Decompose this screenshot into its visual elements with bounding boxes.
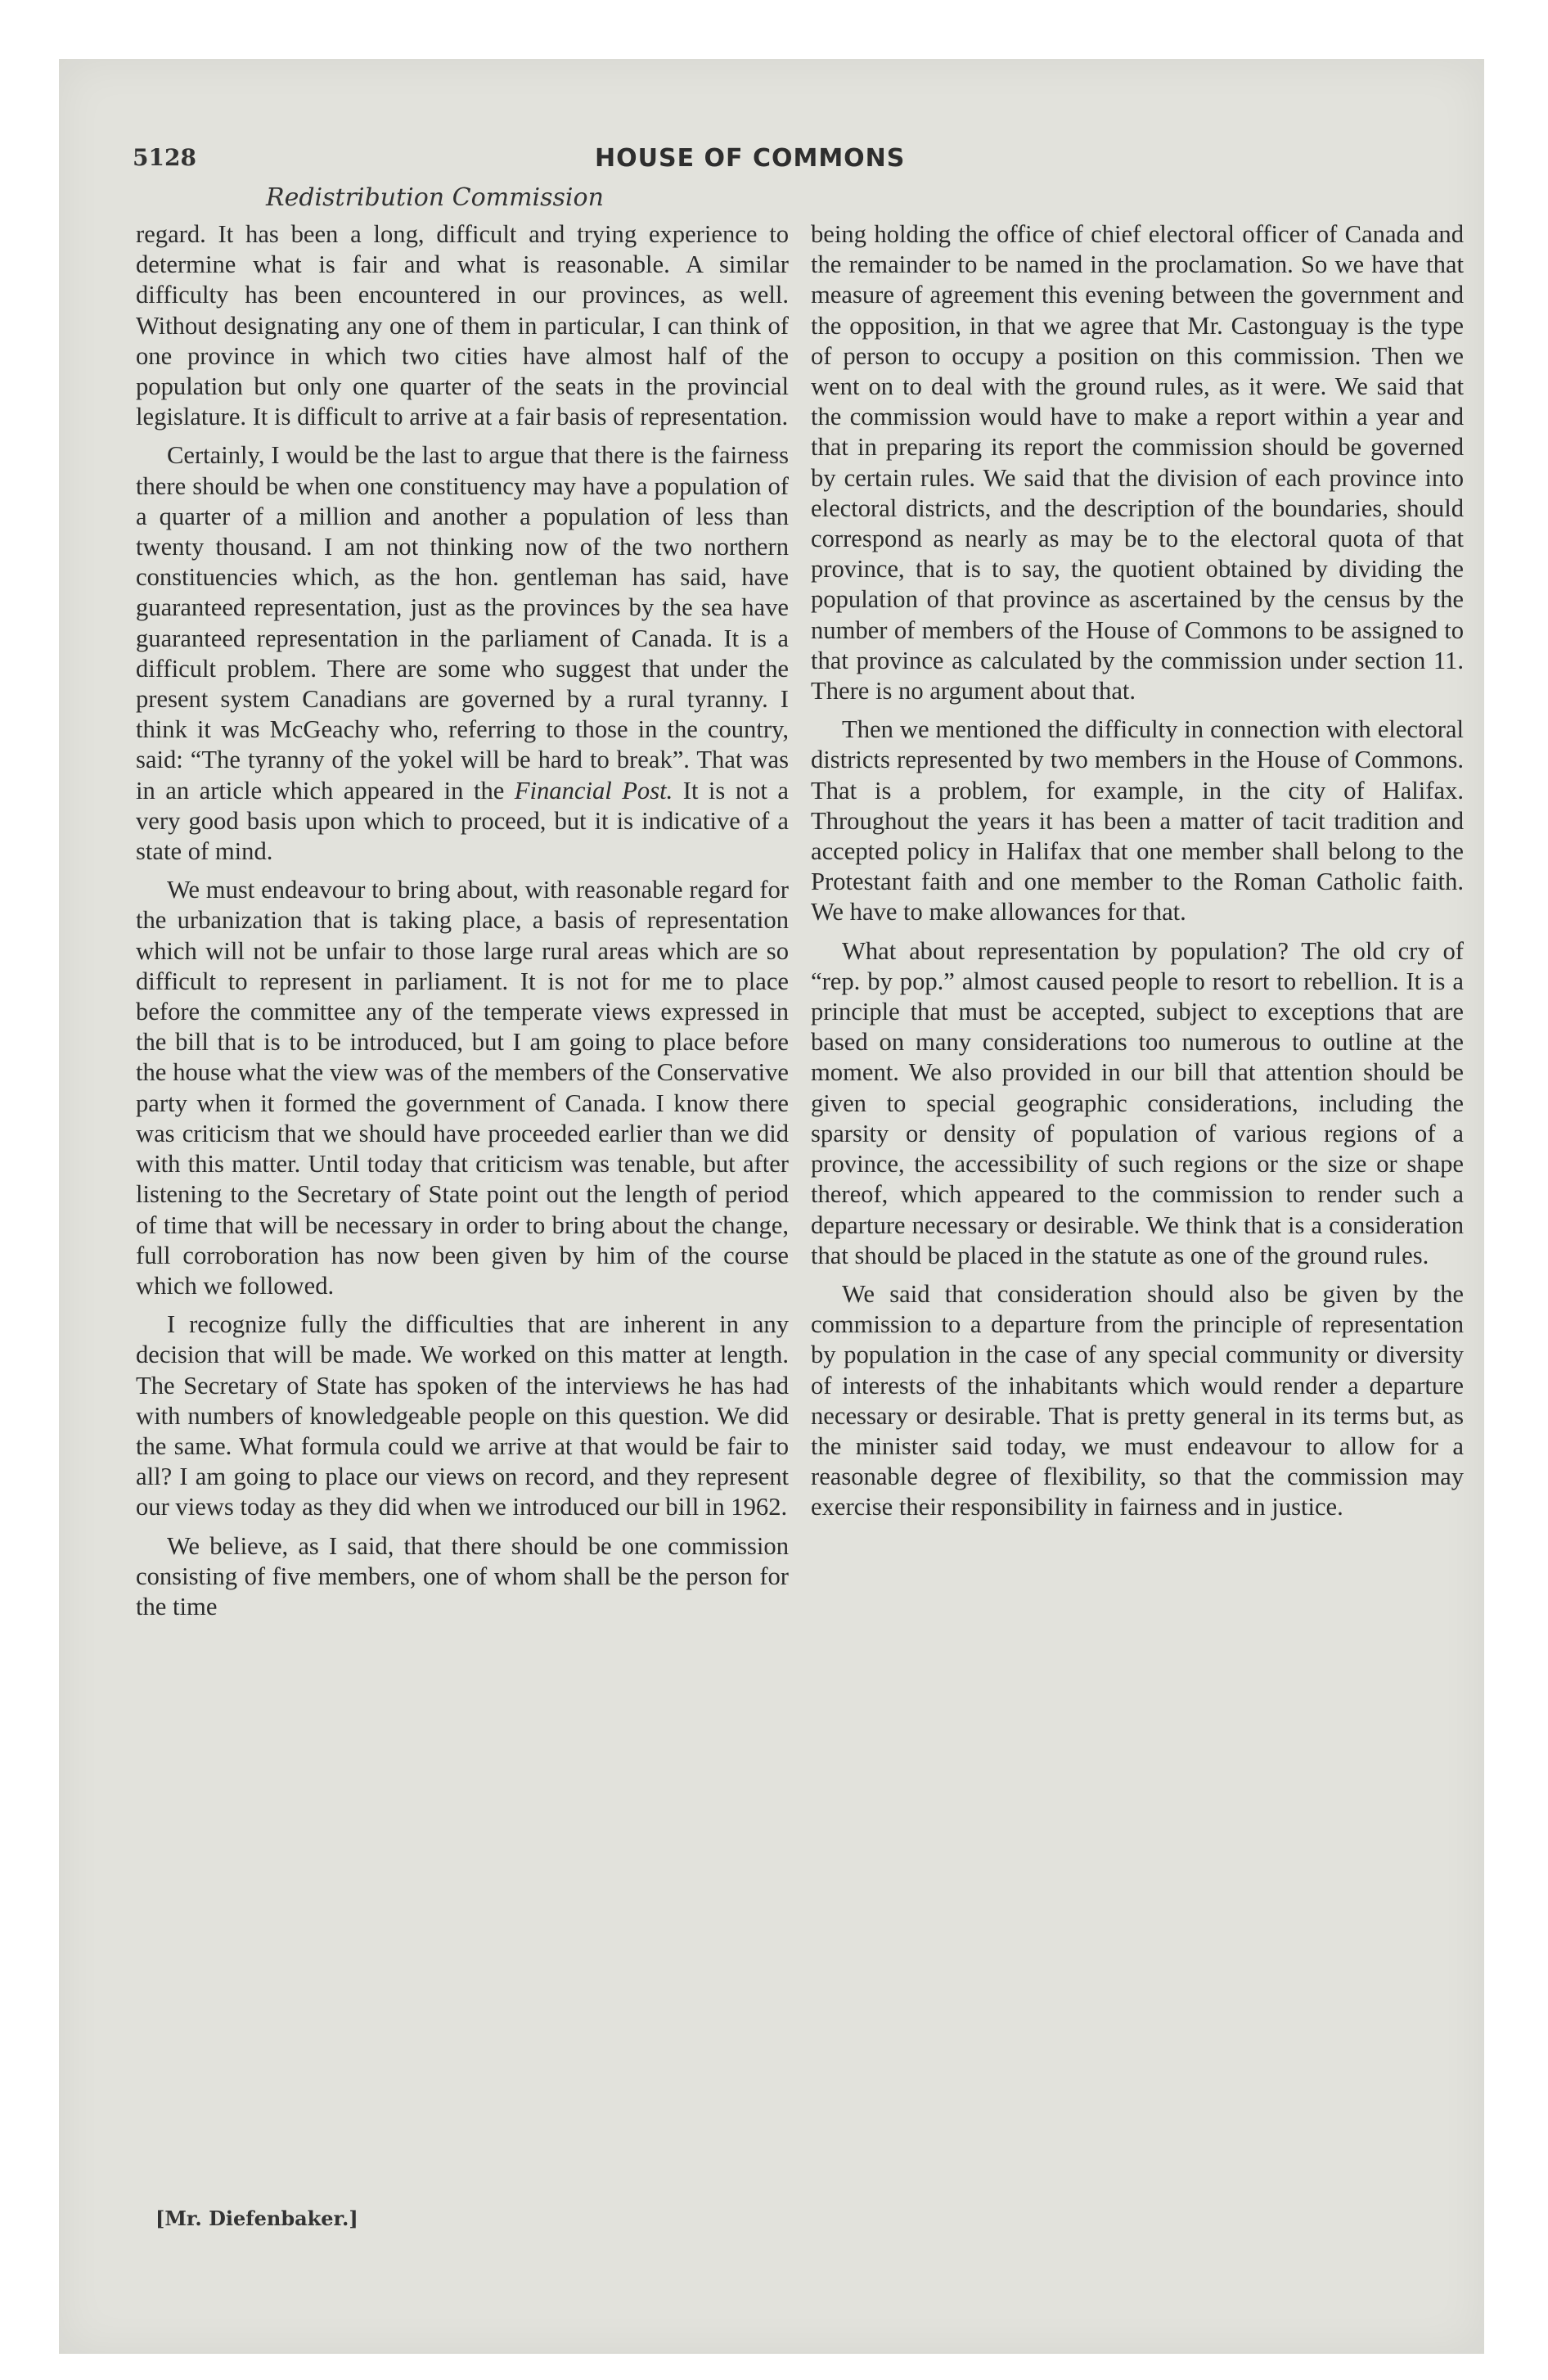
page-number: 5128: [133, 144, 196, 171]
paragraph: We believe, as I said, that there should be one commission consisting of five members, one of whom shall be the person for the time: [136, 1531, 789, 1620]
paragraph: We must endeavour to bring about, with reasonable regard for the urbanization that is taking place, a basis of representation which will not be unfair to those large rural areas which are so difficult to represent in parliament. It is not for me to place before the committee any of the temperate views expressed in the bill that is to be introduced, but I am going to place before the house what the view was of the members of the Conservative party when it formed the government of Canada. I know there was criticism that we should have proceeded earlier than we did with this matter. Until today that criticism was tenable, but after listening to the Secretary of State point out the length of period of time that will be necessary in order to bring about the change, full corroboration has now been given by him of the course which we followed.: [136, 876, 789, 1300]
paragraph: regard. It has been a long, difficult and trying experience to determine what is fair and what is reasonable. A similar difficulty has been encountered in our provinces, as well. Without designating any one of them in particular, I can think of one province in which two cities have almost half of the population but only one quarter of the seats in the provincial legislature. It is difficult to arrive at a fair basis of representation.: [136, 220, 789, 431]
page-header: [133, 144, 1479, 177]
section-title: Redistribution Commission: [266, 183, 604, 212]
left-column: [136, 219, 789, 1630]
speaker-tag: [Mr. Diefenbaker.]: [155, 2206, 358, 2230]
running-head: HOUSE OF COMMONS: [595, 144, 906, 173]
paragraph: I recognize fully the difficulties that are inherent in any decision that will be made. We worked on this matter at length. The Secretary of State has spoken of the interviews he has had with numbers of knowledgeable people on this question. We did the same. What formula could we arrive at that would be fair to all? I am going to place our views on record, and they represent our views today as they did when we introduced our bill in 1962.: [136, 1310, 789, 1521]
paragraph-text: Certainly, I would be the last to argue that there is the fairness there should be when one constituency may have a population of a quarter of a million and another a population of less than twenty thousand. I am not thinking now of the two northern constituencies which, as the hon. gentleman has said, have guaranteed representation, just as the provinces by the sea have guaranteed representation in the parliament of Canada. It is a difficult problem. There are some who suggest that under the present system Canadians are governed by a rural tyranny. I think it was McGeachy who, referring to those in the country, said: “The tyranny of the yokel will be hard to break”. That was in an article which appeared in the: [136, 441, 789, 805]
right-column: [811, 219, 1464, 1531]
paragraph: We said that consideration should also be given by the commission to a departure from the principle of representation by population in the case of any special community or diversity of interests of the inhabitants which would render a departure necessary or desirable. That is pretty general in its terms but, as the minister said today, we must endeavour to allow for a reasonable degree of flexibility, so that the commission may exercise their responsibility in fairness and in justice.: [811, 1279, 1464, 1521]
paragraph: Then we mentioned the difficulty in connection with electoral districts represented by two members in the House of Commons. That is a problem, for example, in the city of Halifax. Throughout the years it has been a matter of tacit tradition and accepted policy in Halifax that one member shall belong to the Protestant faith and one member to the Roman Catholic faith. We have to make allowances for that.: [811, 715, 1464, 926]
publication-title: Financial Post.: [514, 776, 673, 805]
paragraph: being holding the office of chief electoral officer of Canada and the remainder to be named in the proclamation. So we have that measure of agreement this evening between the government and the opposition, in that we agree that Mr. Castonguay is the type of person to occupy a position on this commission. Then we went on to deal with the ground rules, as it were. We said that the commission would have to make a report within a year and that in preparing its report the commission should be governed by certain rules. We said that the division of each province into electoral districts, and the description of the boundaries, should correspond as nearly as may be to the electoral quota of that province, that is to say, the quotient obtained by dividing the population of that province as ascertained by the census by the number of members of the House of Commons to be assigned to that province as calculated by the commission under section 11. There is no argument about that.: [811, 220, 1464, 705]
paragraph-text: It is not a very good basis upon which to proceed, but it is indicative of a state of mind.: [136, 776, 789, 866]
paragraph: What about representation by population? The old cry of “rep. by pop.” almost caused people to resort to rebellion. It is a principle that must be accepted, subject to exceptions that are based on many considerations too numerous to outline at the moment. We also provided in our bill that attention should be given to special geographic considerations, including the sparsity or density of population of various regions of a province, the accessibility of such regions or the size or shape thereof, which appeared to the commission to render such a departure necessary or desirable. We think that is a consideration that should be placed in the statute as one of the ground rules.: [811, 936, 1464, 1269]
paragraph: [136, 440, 789, 867]
